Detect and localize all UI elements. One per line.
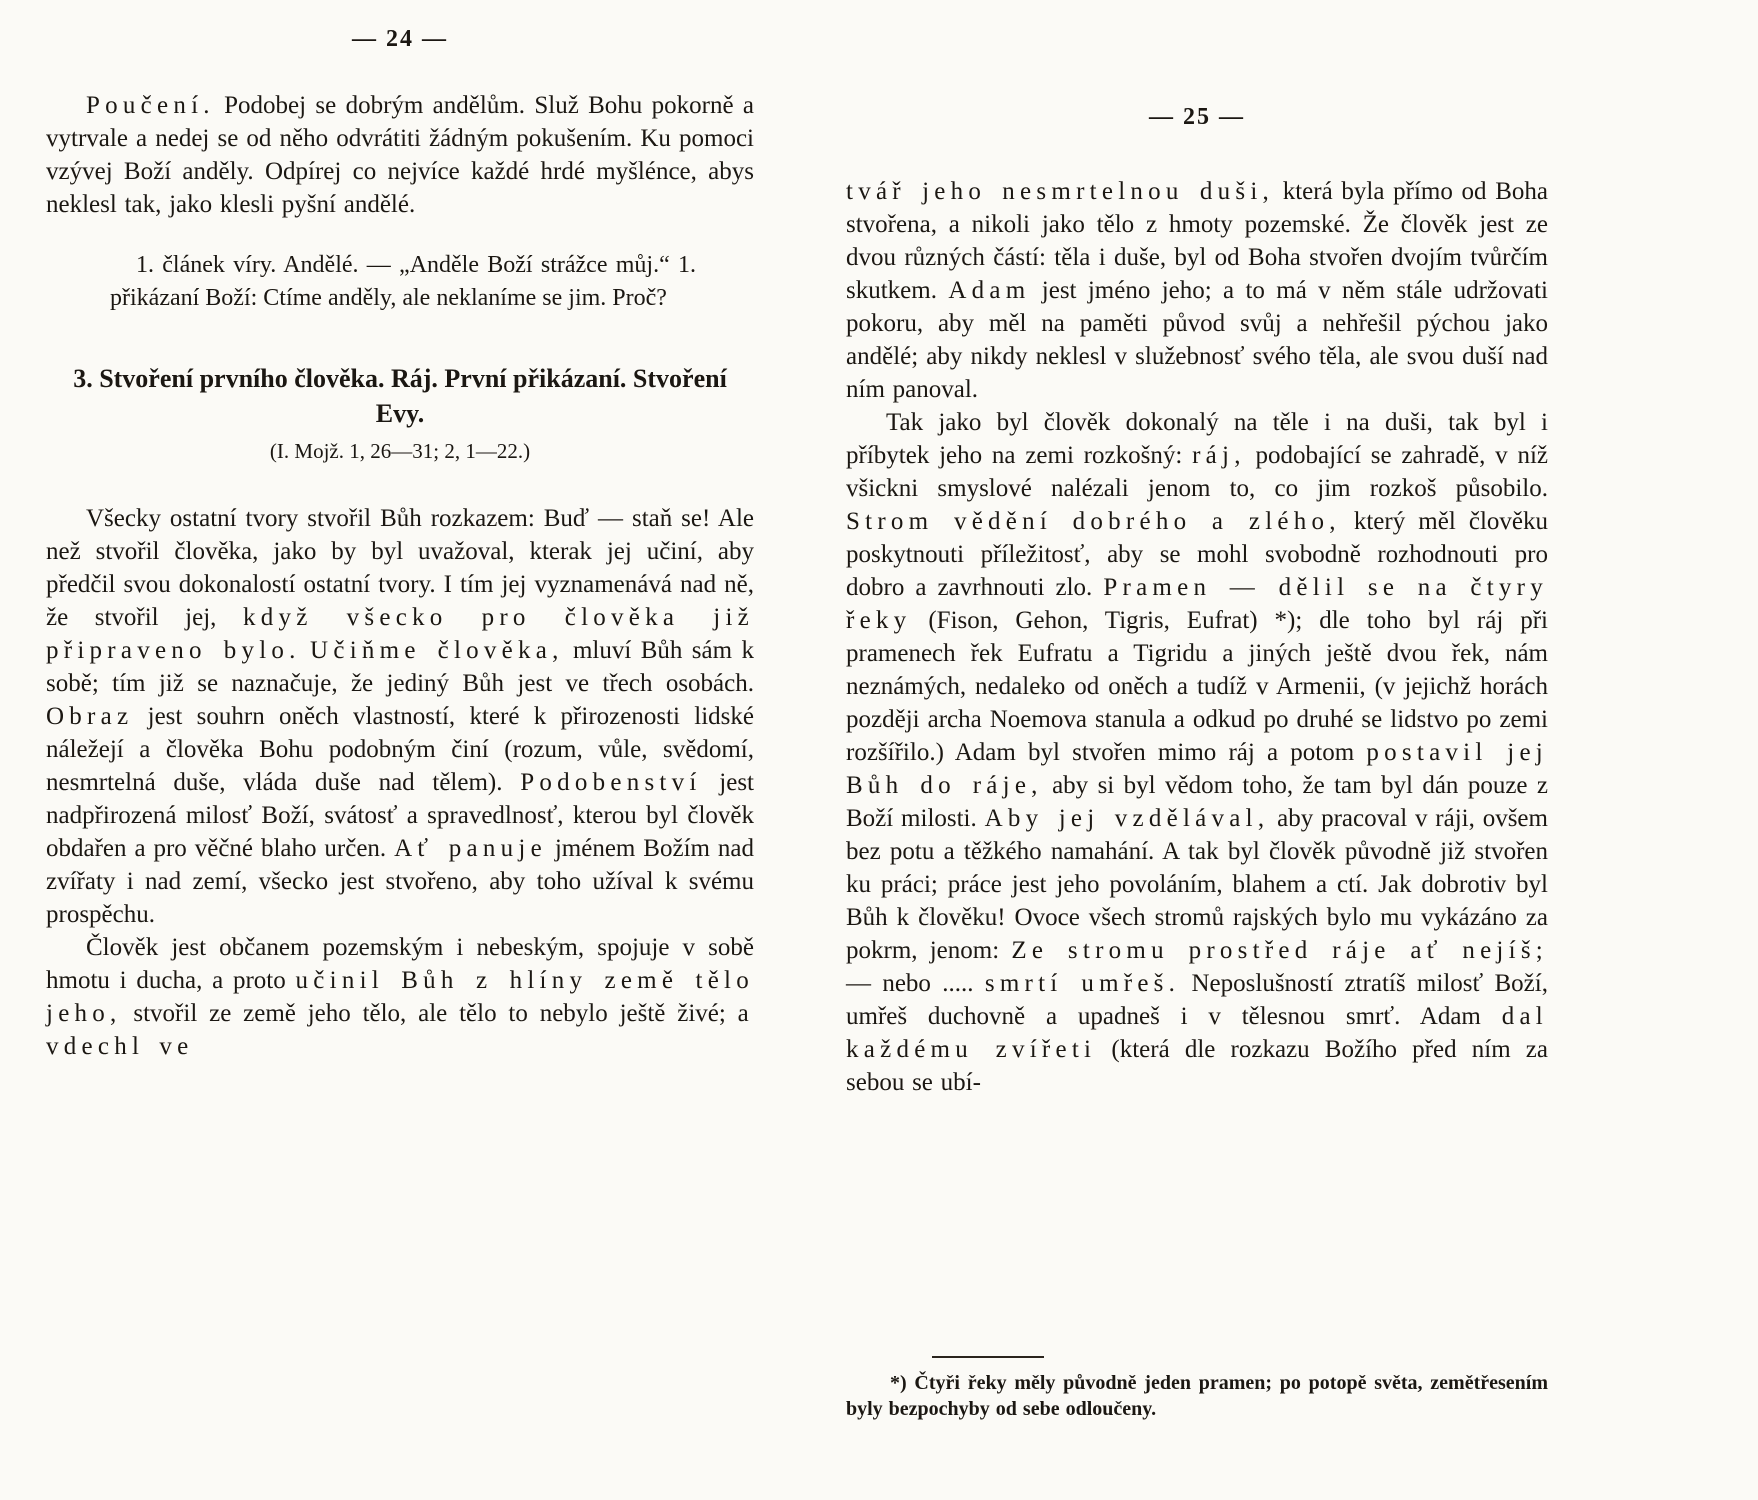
text-run: 1. článek víry. Andělé. — „Anděle Boží strážce můj.“ 1. přikázaní Boží: Ctíme anděly, ale neklaníme se jim. Proč? bbox=[110, 252, 696, 311]
paragraph-man-body bbox=[46, 931, 754, 1063]
footnote bbox=[846, 1356, 1548, 1422]
page-number-right: — 25 — bbox=[1149, 104, 1245, 130]
emphasized-text-run: dal každému zvířeti bbox=[846, 1003, 1548, 1063]
page-24 bbox=[46, 26, 754, 1063]
section-heading: 3. Stvoření prvního člověka. Ráj. První přikázaní. Stvoření Evy. bbox=[73, 364, 727, 428]
text-run: (Fison, Gehon, Tigris, Eufrat) *); dle toho byl ráj při pramenech řek Eufratu a Tigridu a jiných ještě dvou řek, nám neznámých, nedaleko od oněch a tudíž v Armenii, (v jejichž horách později archa Noemova stanula a odkud po druhé se lidstvo po zemi rozšířilo.) Adam byl stvořen mimo ráj a potom bbox=[846, 607, 1548, 766]
emphasized-text-run: učinil Bůh z hlíny země tělo jeho, bbox=[46, 967, 754, 1027]
text-run: Podobej se dobrým andělům. Služ Bohu pokorně a vytrvale a nedej se od něho odvrátiti žádným pokušením. Ku pomoci vzývej Boží anděly. Odpírej co nejvíce každé hrdé myšlénce, abys neklesl tak, jako klesli pyšní andělé. bbox=[46, 92, 754, 218]
text-run: která byla přímo od Boha stvořena, a nikoli jako tělo z hmoty pozemské. Že člověk jest ze dvou různých částí: těla i duše, byl od Boha stvořen dvojím tvůrčím skutkem. bbox=[846, 178, 1548, 304]
text-run: Všecky ostatní tvory stvořil Bůh rozkazem: Buď — staň se! Ale než stvořil člověka, jako by byl uvažoval, kterak jej učiní, aby předčil svou dokonalostí ostatní tvory. I tím jej vyznamenává nad ně, že stvořil jej, bbox=[46, 505, 754, 631]
text-run: který měl člověku poskytnouti příležitosť, aby se mohl svobodně rozhodnouti pro dobro a zavrhnouti zlo. bbox=[846, 508, 1548, 601]
text-run: jest jméno jeho; a to má v něm stále udržovati pokoru, aby měl na paměti původ svůj a nehřešil pýchou jako andělé; aby nikdy neklesl v služebnosť svého těla, ale svou duší nad ním panoval. bbox=[846, 277, 1549, 403]
scripture-reference: (I. Mojž. 1, 26—31; 2, 1—22.) bbox=[269, 439, 531, 463]
footnote-rule bbox=[932, 1356, 1044, 1358]
emphasized-text-run: ráj, bbox=[1192, 442, 1246, 469]
text-run: jest nadpřirozená milosť Boží, svátosť a spravedlnosť, kterou byl člověk obdařen a pro věčné blaho určen. bbox=[46, 769, 755, 862]
emphasized-text-run: smrtí umřeš. bbox=[984, 970, 1181, 997]
footnote-text bbox=[846, 1370, 1548, 1422]
emphasized-text-run: tvář jeho nesmrtelnou duši, bbox=[846, 178, 1275, 205]
emphasized-text-run: postavil jej Bůh do ráje, bbox=[846, 739, 1549, 799]
text-run bbox=[301, 637, 310, 664]
emphasized-text-run: Učiňme člověka, bbox=[310, 637, 564, 664]
emphasized-text-run: a vdechl ve bbox=[46, 1000, 754, 1060]
paragraph-paradise bbox=[846, 406, 1548, 1099]
emphasized-text-run: když všecko pro člověka již připraveno bylo. bbox=[46, 604, 754, 664]
text-run: stvořil ze země jeho tělo, ale tělo to nebylo ještě živé; bbox=[121, 1000, 738, 1027]
text-run: podobající se zahradě, v níž všickni smyslové nalézali jenom to, co jim rozkoš působilo. bbox=[846, 442, 1548, 502]
text-run: aby pracoval v ráji, ovšem bez potu a těžkého namahání. A tak byl člověk původně již stvořen ku práci; práce jest jeho povoláním, blahem a ctí. Jak dobrotiv byl Bůh k člověku! Ovoce všech stromů rajských bylo mu vykázáno za pokrm, jenom: bbox=[846, 805, 1548, 964]
emphasized-text-run: Podobenství bbox=[520, 769, 702, 796]
text-run: jménem Božím nad zvířaty i nad zemí, všecko jest stvořeno, aby toho užíval k svému prospěchu. bbox=[46, 835, 754, 928]
text-run: mluví Bůh sám k sobě; tím již se naznačuje, že jediný Bůh jest ve třech osobách. bbox=[46, 637, 754, 697]
emphasized-text-run: Aby jej vzdělával, bbox=[984, 805, 1270, 832]
page-number-left: — 24 — bbox=[352, 26, 448, 52]
paragraph-pouceni bbox=[46, 89, 754, 221]
paragraph-creation bbox=[46, 502, 754, 931]
text-run: — nebo ..... bbox=[846, 970, 985, 997]
emphasized-text-run: Ze stromu prostřed ráje ať nejíš; bbox=[1011, 937, 1548, 964]
text-run: Neposlušností ztratíš milosť Boží, umřeš duchovně a upadneš i v tělesnou smrť. Adam bbox=[846, 970, 1548, 1030]
text-run: Tak jako byl člověk dokonalý na těle i na duši, tak byl i příbytek jeho na zemi rozkošný: bbox=[846, 409, 1548, 469]
paragraph-soul-continuation bbox=[846, 175, 1548, 406]
paragraph-faith-article bbox=[110, 249, 696, 315]
emphasized-text-run: Pramen — dělil se na čtyry řeky bbox=[846, 574, 1548, 634]
text-run: jest souhrn oněch vlastností, které k přirozenosti lidské náležejí a člověka Bohu podobným činí (rozum, vůle, svědomí, nesmrtelná duše, vláda duše nad tělem). bbox=[46, 703, 754, 796]
emphasized-text-run: Ať panuje bbox=[394, 835, 547, 862]
emphasized-text-run: Poučení. bbox=[86, 92, 215, 119]
text-run: (která dle rozkazu Božího před ním za sebou se ubí- bbox=[846, 1036, 1548, 1096]
text-run: aby si byl vědom toho, že tam byl dán pouze z Boží milosti. bbox=[846, 772, 1549, 832]
text-run: *) Čtyři řeky měly původně jeden pramen; po potopě světa, zemětřesením byly bezpochyby od sebe odloučeny. bbox=[846, 1372, 1548, 1420]
emphasized-text-run: Adam bbox=[948, 277, 1031, 304]
emphasized-text-run: Strom vědění dobrého a zlého, bbox=[846, 508, 1341, 535]
emphasized-text-run: Obraz bbox=[46, 703, 134, 730]
page-25 bbox=[846, 104, 1548, 1500]
text-run: Člověk jest občanem pozemským i nebeským, spojuje v sobě hmotu i ducha, a proto bbox=[46, 934, 754, 994]
